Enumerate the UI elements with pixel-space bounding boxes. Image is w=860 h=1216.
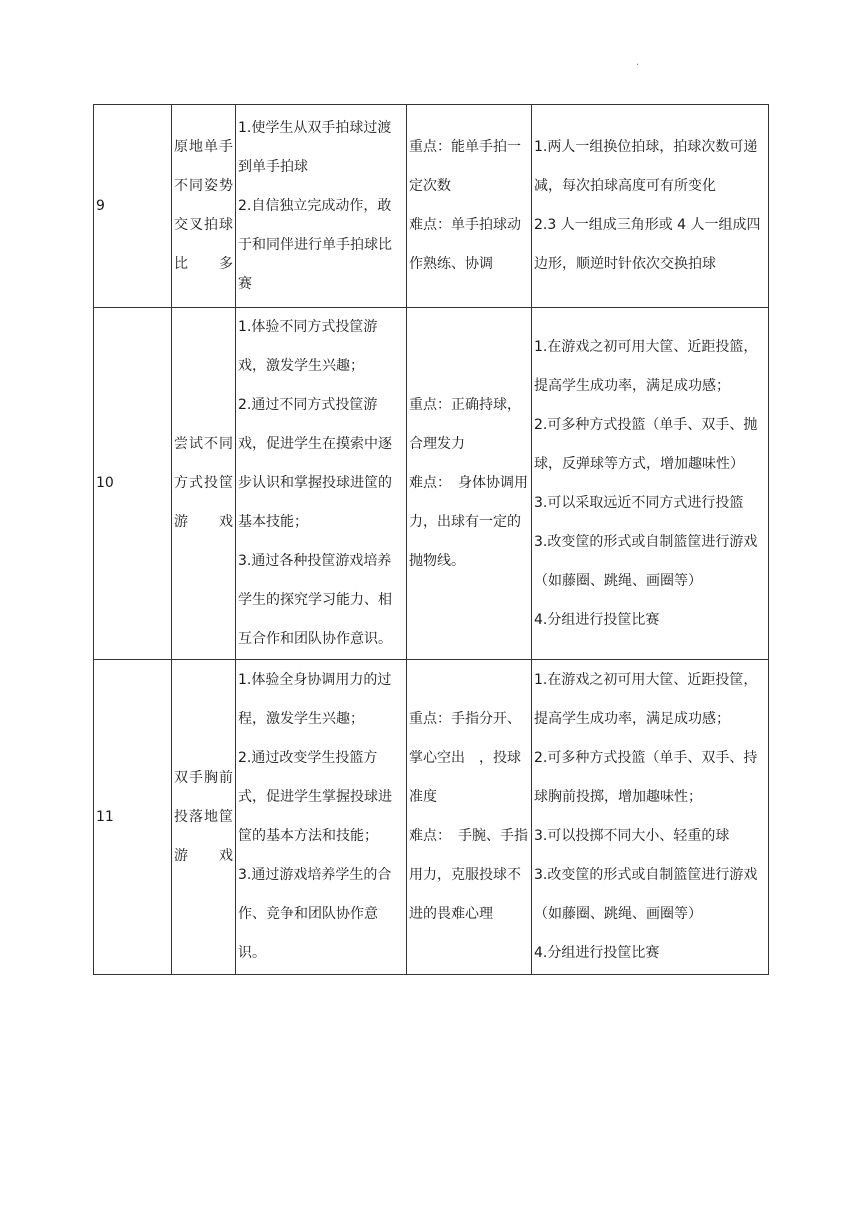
key-point: 重点：正确持球，合理发力 (409, 397, 521, 452)
lesson-methods (532, 308, 769, 660)
goal-item: 1.使学生从双手拍球过渡到单手拍球 (238, 119, 392, 175)
lesson-key-points (407, 308, 532, 660)
lesson-name: 原地单手不同姿势交叉拍球比多 (172, 105, 236, 308)
method-item: 1.两人一组换位拍球，拍球次数可递减，每次拍球高度可有所变化 (534, 139, 758, 194)
goal-item: 3.通过各种投筐游戏培养学生的探究学习能力、相互合作和团队协作意识。 (238, 553, 392, 647)
key-point: 重点：手指分开、掌心空出 ，投球准度 (409, 711, 521, 805)
method-item: 2.3 人一组成三角形或 4 人一组成四边形，顺逆时针依次交换拍球 (534, 217, 761, 272)
lesson-goals (236, 308, 407, 660)
key-point: 重点：能单手拍一定次数 (409, 139, 521, 194)
method-item: 3.可以采取远近不同方式进行投篮 (534, 494, 744, 511)
lesson-number: 9 (94, 105, 172, 308)
table-row (94, 105, 769, 308)
method-item: 2.可多种方式投篮（单手、双手、抛球，反弹球等方式，增加趣味性） (534, 416, 758, 472)
method-item: 4.分组进行投筐比赛 (534, 945, 660, 961)
method-item: 1.在游戏之初可用大筐、近距投篮，提高学生成功率，满足成功感； (534, 338, 758, 394)
page-marker: . (636, 57, 640, 68)
goal-item: 2.通过改变学生投篮方式，促进学生掌握投球进筐的基本方法和技能； (238, 750, 392, 844)
difficulty-point: 难点： 手腕、手指用力，克服投球不进的畏难心理 (409, 828, 528, 922)
goal-item: 1.体验不同方式投筐游戏，激发学生兴趣； (238, 319, 378, 374)
difficulty-point: 难点：单手拍球动作熟练、协调 (409, 217, 521, 272)
method-item: 3.改变筐的形式或自制篮筐进行游戏（如藤圈、跳绳、画圈等） (534, 533, 758, 589)
lesson-number: 10 (94, 308, 172, 660)
goal-item: 2.自信独立完成动作，敢于和同伴进行单手拍球比赛 (238, 197, 392, 292)
method-item: 1.在游戏之初可用大筐、近距投筐，提高学生成功率，满足成功感； (534, 672, 758, 727)
table-row (94, 660, 769, 975)
goal-item: 3.通过游戏培养学生的合作、竞争和团队协作意识。 (238, 867, 392, 961)
lesson-goals (236, 660, 407, 975)
lesson-key-points (407, 660, 532, 975)
lesson-number: 11 (94, 660, 172, 975)
method-item: 2.可多种方式投篮（单手、双手、持球胸前投掷，增加趣味性； (534, 750, 758, 805)
goal-item: 2.通过不同方式投筐游戏，促进学生在摸索中逐步认识和掌握投球进筐的基本技能； (238, 397, 392, 530)
lesson-methods (532, 660, 769, 975)
lesson-methods (532, 105, 769, 308)
method-item: 3.改变筐的形式或自制篮筐进行游戏（如藤圈、跳绳、画圈等） (534, 867, 758, 922)
difficulty-point: 难点： 身体协调用力，出球有一定的抛物线。 (409, 475, 528, 569)
lesson-key-points (407, 105, 532, 308)
method-item: 4.分组进行投筐比赛 (534, 611, 660, 628)
lesson-name: 尝试不同方式投筐游戏 (172, 308, 236, 660)
method-item: 3.可以投掷不同大小、轻重的球 (534, 828, 730, 844)
lesson-goals (236, 105, 407, 308)
goal-item: 1.体验全身协调用力的过程，激发学生兴趣； (238, 672, 392, 727)
lesson-plan-table (93, 104, 769, 975)
lesson-name: 双手胸前投落地筐游戏 (172, 660, 236, 975)
table-row (94, 308, 769, 660)
